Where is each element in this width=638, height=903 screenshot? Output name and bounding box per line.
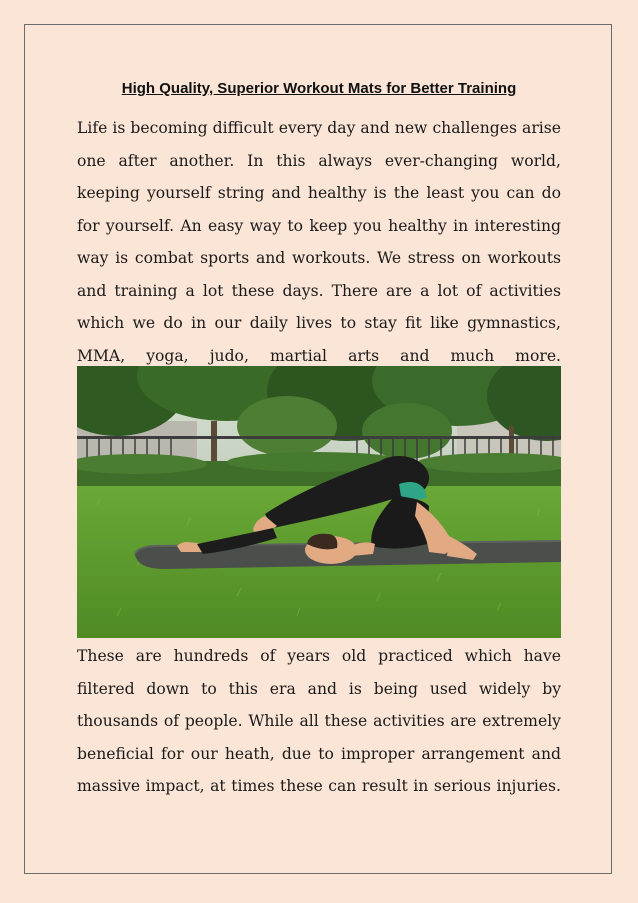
document-title: High Quality, Superior Workout Mats for Better Training bbox=[121, 80, 517, 97]
yoga-plow-pose-photo bbox=[77, 366, 561, 638]
paragraph-history: These are hundreds of years old practiced which have filtered down to this era and is being used widely by thousands of people. While all these activities are extremely beneficial for our heath, due to improper arrangement and massive impact, at times these can result in serious injuries. bbox=[77, 647, 561, 795]
paragraph-intro: Life is becoming difficult every day and new challenges arise one after another. In this always ever-changing world, keeping yourself string and healthy is the least you can do for yourself. An easy way to keep you healthy in interesting way is combat sports and workouts. We stress on workouts and training a lot these days. There are a lot of activities which we do in our daily lives to stay fit like gymnastics, MMA, yoga, judo, martial arts and much more. bbox=[77, 119, 561, 365]
